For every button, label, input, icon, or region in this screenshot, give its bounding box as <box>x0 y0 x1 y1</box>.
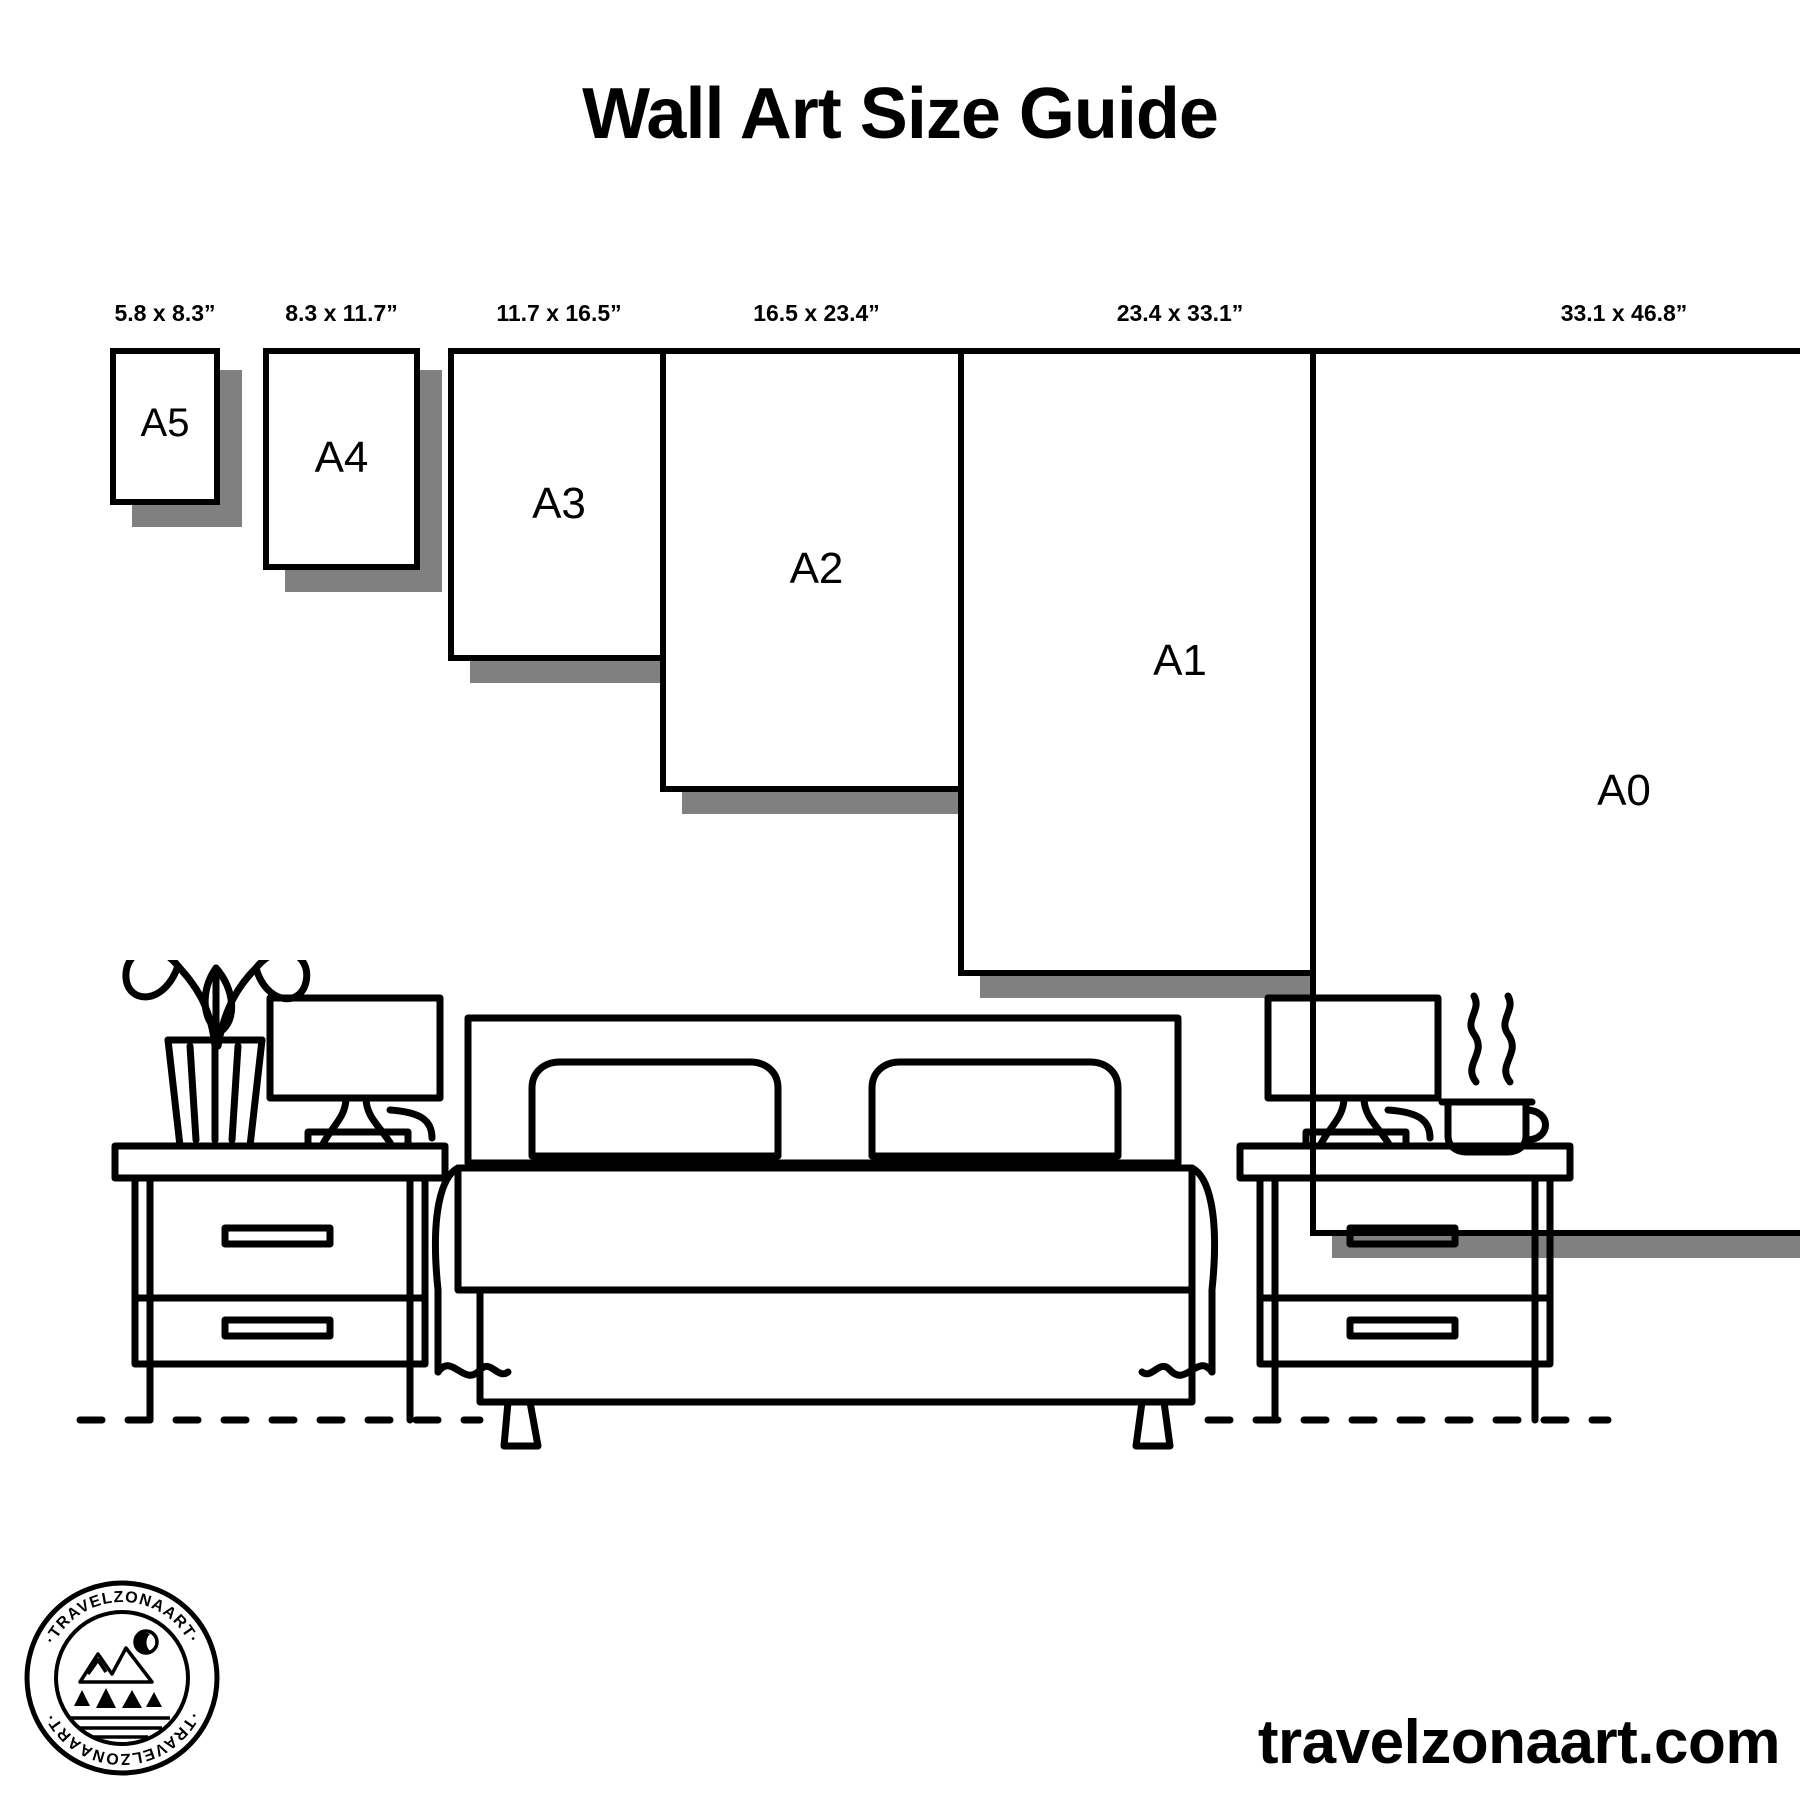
frame-a4 <box>263 300 420 570</box>
frame-size-label: A2 <box>789 544 844 593</box>
coffee-cup <box>1442 996 1546 1152</box>
frame-dimensions-label: 11.7 x 16.5” <box>496 300 622 326</box>
frame-size-label: A5 <box>140 400 190 445</box>
page-title: Wall Art Size Guide <box>582 74 1218 154</box>
mountain-lake-moon-icon <box>70 1631 170 1737</box>
vase-with-flowers <box>126 960 307 1146</box>
bed-with-headboard <box>435 1018 1214 1446</box>
svg-text:·TRAVELZONAART·: ·TRAVELZONAART· <box>42 1709 202 1768</box>
frame-a2 <box>660 300 973 792</box>
svg-text:·TRAVELZONAART·: ·TRAVELZONAART· <box>42 1588 202 1647</box>
frame-a5 <box>110 300 220 505</box>
frame-dimensions-label: 16.5 x 23.4” <box>753 300 880 326</box>
brand-logo <box>22 1578 222 1778</box>
frame-dimensions-label: 33.1 x 46.8” <box>1560 300 1688 326</box>
frame-dimensions-label: 23.4 x 33.1” <box>1116 300 1244 326</box>
website-url: travelzonaart.com <box>1257 1708 1780 1777</box>
frame-dimensions-label: 5.8 x 8.3” <box>114 300 216 326</box>
frame-dimensions-label: 8.3 x 11.7” <box>285 300 398 326</box>
frame-size-label: A0 <box>1597 766 1651 815</box>
bedroom-scene-illustration <box>60 960 1760 1480</box>
frame-size-label: A4 <box>314 433 369 482</box>
right-table-lamp <box>1268 998 1438 1146</box>
left-table-lamp <box>270 998 440 1146</box>
frame-size-label: A3 <box>532 478 586 528</box>
left-nightstand <box>80 1146 480 1420</box>
frame-size-label: A1 <box>1153 636 1207 685</box>
right-nightstand <box>1208 1146 1608 1420</box>
frame-a3 <box>448 300 670 661</box>
